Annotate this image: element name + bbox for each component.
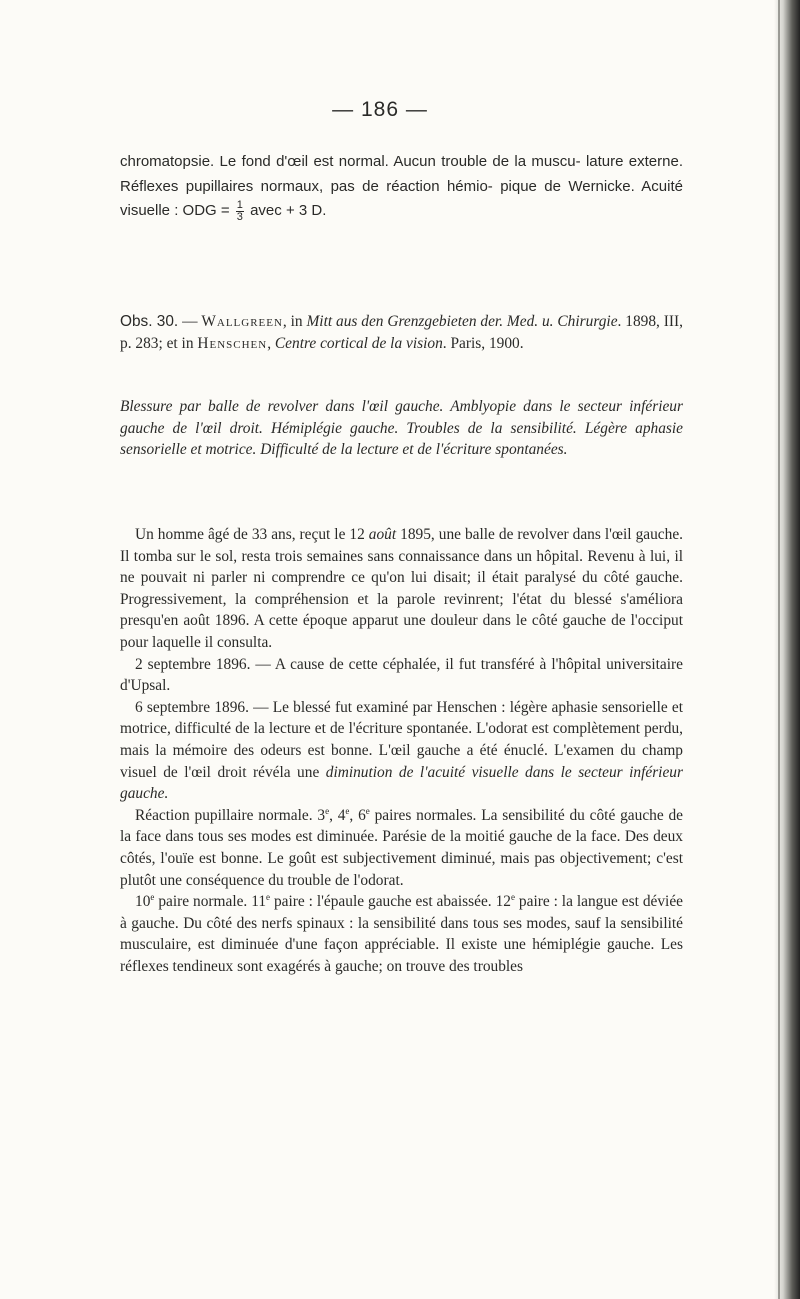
author-name: Wallgreen xyxy=(201,313,283,330)
paragraph-lower-nerves xyxy=(120,891,683,977)
line-2: lature externe. Réflexes pupillaires normaux, pas de réaction hémio- xyxy=(120,153,683,195)
examination-text: 6 septembre 1896. — Le blessé fut examiné par Henschen : légère aphasie sensorielle et motrice, difficulté de la lecture et de l'écriture spontanée. L'odorat est complètement perdu, mais la mémoire des odeurs est bonne. L'œil gauche a été énuclé. L'examen du champ visuel de l'œil droit révéla une xyxy=(120,698,683,781)
nerves-text-3: paire : l'épaule gauche est abaissée. 12 xyxy=(270,893,511,911)
paragraph-cranial-nerves xyxy=(120,805,683,891)
fraction xyxy=(236,200,244,223)
ordinal-sup: e xyxy=(266,891,271,902)
ordinal-sup: e xyxy=(510,891,515,902)
fraction-denominator: 3 xyxy=(236,210,243,223)
reference-details: . 1898, III, p. 283; et in xyxy=(120,313,683,352)
nerves-text-2: paire normale. 11 xyxy=(154,893,267,911)
observation-reference xyxy=(120,311,683,354)
history-text-start: Un homme âgé de 33 ans, reçut le 12 xyxy=(135,526,369,543)
nerves-text-4: paire : la langue est déviée à gauche. Du côté des nerfs spinaux : la sensibilité dans tous ses modes, sauf la sensibilité musculaire, est diminuée d'une façon appréciable. Il existe une hémiplégie gauche. Les réflexes tendineux sont exagérés à gauche; on trouve des troubles xyxy=(120,893,683,975)
examination-finding: diminution de l'acuité visuelle dans le secteur inférieur gauche. xyxy=(120,763,683,803)
paragraph-transfer: 2 septembre 1896. — A cause de cette céphalée, il fut transféré à l'hôpital universitaire d'Upsal. xyxy=(120,655,683,695)
ordinal-sup: e xyxy=(365,805,370,816)
observation-dash: — xyxy=(178,313,202,330)
page-number-header: — 186 — xyxy=(332,98,428,121)
cranial-text-4: paires normales. La sensibilité du côté gauche de la face dans tous ses modes est diminuée. Parésie de la moitié gauche de la face. Des deux côtés, l'ouïe est bonne. Le goût est subjectivement diminué, mais pas objectivement; c'est plutôt une conséquence du trouble de l'odorat. xyxy=(120,806,684,889)
line-3-start: pique de Wernicke. Acuité visuelle : ODG = xyxy=(120,177,683,219)
line-1: chromatopsie. Le fond d'œil est normal. Aucun trouble de la muscu- xyxy=(120,153,581,170)
cranial-text-3: , 6 xyxy=(349,806,366,824)
fraction-numerator: 1 xyxy=(236,198,243,211)
paragraph-examination xyxy=(120,697,683,805)
continued-paragraph xyxy=(120,150,683,224)
journal-title: Mitt aus den Grenzgebieten der. Med. u. Chirurgie xyxy=(306,313,618,330)
ordinal-sup: e xyxy=(325,805,330,816)
ordinal-sup: e xyxy=(150,891,155,902)
reference-separator: , xyxy=(267,334,275,352)
case-summary: Blessure par balle de revolver dans l'œil gauche. Amblyopie dans le secteur inférieur gauche de l'œil droit. Hémiplégie gauche. Troubles de la sensibilité. Légère aphasie sensorielle et motrice. Difficulté de la lecture et de l'écriture spontanées. xyxy=(120,398,683,459)
paragraph-history xyxy=(120,524,683,654)
history-date-month: août xyxy=(368,526,397,543)
second-author-name: Henschen xyxy=(197,334,268,352)
observation-label: Obs. 30. xyxy=(120,313,179,330)
page-edge-shadow xyxy=(774,0,800,1299)
reference-connector: , in xyxy=(282,313,307,330)
history-text-end: 1895, une balle de revolver dans l'œil gauche. Il tomba sur le sol, resta trois semaines sans connaissance dans un hôpital. Revenu à lui, il ne pouvait ni parler ni comprendre ce qu'on lui disait; il était paralysé du côté gauche. Progressivement, la compréhension et la parole revinrent; l'état du blessé s'améliora presqu'en août 1896. A cette époque apparut une douleur dans le côté gauche de l'occiput pour laquelle il consulta. xyxy=(120,526,683,651)
line-3-end: avec + 3 D. xyxy=(245,202,327,219)
nerves-text-1: 10 xyxy=(135,893,151,911)
cranial-text-1: Réaction pupillaire normale. 3 xyxy=(135,806,326,824)
book-details: . Paris, 1900. xyxy=(442,334,524,352)
ordinal-sup: e xyxy=(345,805,350,816)
cranial-text-2: , 4 xyxy=(329,806,346,824)
case-body xyxy=(120,524,683,977)
book-title: Centre cortical de la vision xyxy=(274,334,443,352)
